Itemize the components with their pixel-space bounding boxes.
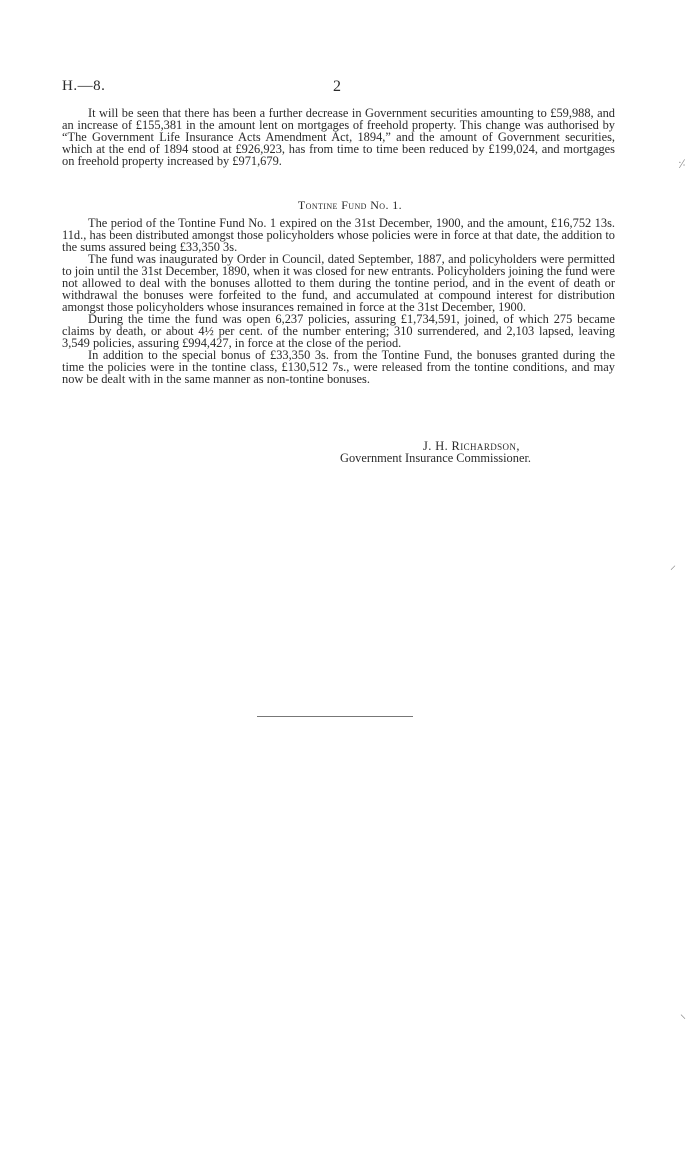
divider-rule [257, 716, 413, 717]
intro-paragraph: It will be seen that there has been a further decrease in Government securities amounting to £59,988, and an increase of £155,381 in the amount lent on mortgages of freehold property. This change was authorised by “The Government Life Insurance Acts Amendment Act, 1894,” and the amount of Government securities, which at the end of 1894 stood at £926,923, has from time to time been reduced by £199,024, and mortgages on freehold property increased by £971,679. [62, 106, 615, 168]
header-reference: H.—8. [62, 78, 106, 94]
tontine-paragraph-1: The period of the Tontine Fund No. 1 expired on the 31st December, 1900, and the amount, £16,752 13s. 11d., has been distributed amongst those policyholders whose policies were in force at that date, the addition to the sums assured being £33,350 3s. [62, 216, 615, 254]
section-heading: Tontine Fund No. 1. [297, 198, 403, 212]
margin-scan-mark-2: ⸝ [670, 558, 677, 572]
margin-scan-mark-3: ⸌ [680, 1012, 687, 1026]
tontine-paragraph-4: In addition to the special bonus of £33,350 3s. from the Tontine Fund, the bonuses granted during the time the policies were in the tontine class, £130,512 7s., were released from the tontine conditions, and may now be dealt with in the same manner as non-tontine bonuses. [62, 348, 615, 386]
signature-title: Government Insurance Commissioner. [340, 451, 531, 465]
tontine-paragraph-3: During the time the fund was open 6,237 policies, assuring £1,734,591, joined, of which 275 became claims by death, or about 4½ per cent. of the number entering; 310 surrendered, and 2,103 lapsed, leaving 3,549 policies, assuring £994,427, in force at the close of the period. [62, 312, 615, 350]
page-number: 2 [333, 78, 341, 95]
signature-name: J. H. Richardson, [423, 439, 520, 453]
tontine-paragraph-2: The fund was inaugurated by Order in Council, dated September, 1887, and policyholders were permitted to join until the 31st December, 1890, when it was closed for new entrants. Policyholders joining the fund were not allowed to deal with the bonuses allotted to them during the tontine period, and in the event of death or withdrawal the bonuses were forfeited to the fund, and accumulated at compound interest for distribution amongst those policyholders whose insurances remained in force at the 31st December, 1900. [62, 252, 615, 314]
margin-scan-mark-1: ⸓ [678, 157, 686, 171]
intro-paragraph-block [62, 107, 615, 167]
tontine-section-body [62, 217, 615, 385]
